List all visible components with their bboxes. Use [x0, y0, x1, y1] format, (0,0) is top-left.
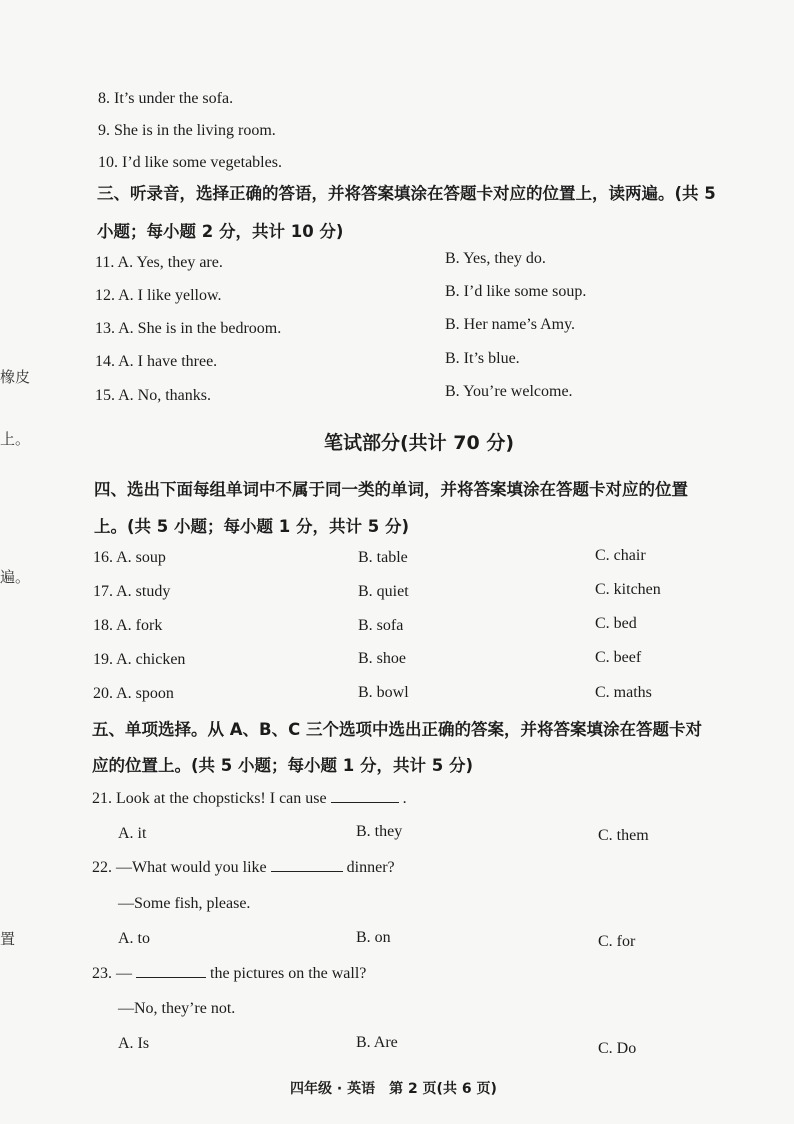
question-option: 18. A. fork: [93, 617, 163, 634]
answer-blank: [136, 976, 206, 978]
margin-fragment: 遍。: [0, 568, 31, 586]
question-option: A. to: [118, 930, 150, 947]
section-heading: 三、听录音，选择正确的答语，并将答案填涂在答题卡对应的位置上，读两遍。(共 5: [97, 184, 716, 203]
question-option: B. Yes, they do.: [445, 250, 546, 267]
question-option: B. Are: [356, 1034, 398, 1051]
question-option: C. beef: [595, 649, 642, 666]
question-stem: 23. — the pictures on the wall?: [92, 965, 367, 982]
question-option: 13. A. She is in the bedroom.: [95, 320, 282, 337]
listening-item: 8. It’s under the sofa.: [98, 90, 234, 107]
question-option: B. You’re welcome.: [445, 383, 573, 400]
page-footer: 四年级 · 英语 第 2 页(共 6 页): [290, 1081, 497, 1097]
question-option: B. they: [356, 823, 403, 840]
question-option: C. maths: [595, 684, 652, 701]
question-option: C. bed: [595, 615, 637, 632]
question-option: 17. A. study: [93, 583, 171, 600]
section-heading: 小题；每小题 2 分，共计 10 分): [97, 222, 344, 241]
question-option: C. Do: [598, 1040, 637, 1057]
question-option: 11. A. Yes, they are.: [95, 254, 223, 271]
question-option: 20. A. spoon: [93, 685, 174, 702]
margin-fragment: 上。: [0, 430, 31, 448]
section-heading: 五、单项选择。从 A、B、C 三个选项中选出正确的答案，并将答案填涂在答题卡对: [92, 720, 702, 739]
answer-blank: [271, 870, 343, 872]
question-stem: 22. —What would you like dinner?: [92, 859, 395, 876]
question-option: B. It’s blue.: [445, 350, 520, 367]
section-heading: 四、选出下面每组单词中不属于同一类的单词，并将答案填涂在答题卡对应的位置: [94, 480, 688, 499]
question-option: C. for: [598, 933, 636, 950]
question-option: B. Her name’s Amy.: [445, 316, 576, 333]
question-option: B. sofa: [358, 617, 404, 634]
section-heading: 应的位置上。(共 5 小题；每小题 1 分，共计 5 分): [92, 756, 473, 775]
question-reply: —Some fish, please.: [118, 895, 251, 912]
question-option: B. I’d like some soup.: [445, 283, 587, 300]
question-option: B. quiet: [358, 583, 409, 600]
question-option: 12. A. I like yellow.: [95, 287, 222, 304]
question-option: B. shoe: [358, 650, 406, 667]
question-option: C. them: [598, 827, 649, 844]
margin-fragment: 橡皮: [0, 368, 31, 386]
question-option: B. bowl: [358, 684, 409, 701]
question-option: 16. A. soup: [93, 549, 166, 566]
question-option: 15. A. No, thanks.: [95, 387, 211, 404]
listening-item: 10. I’d like some vegetables.: [98, 154, 282, 171]
question-option: A. Is: [118, 1035, 150, 1052]
question-reply: —No, they’re not.: [118, 1000, 236, 1017]
listening-item: 9. She is in the living room.: [98, 122, 276, 139]
question-option: B. on: [356, 929, 391, 946]
question-option: C. chair: [595, 547, 646, 564]
question-stem: 21. Look at the chopsticks! I can use .: [92, 790, 407, 807]
question-option: 14. A. I have three.: [95, 353, 218, 370]
written-part-title: 笔试部分(共计 70 分): [324, 432, 515, 454]
answer-blank: [331, 801, 399, 803]
margin-fragment: 置: [0, 930, 16, 948]
question-option: B. table: [358, 549, 408, 566]
question-option: C. kitchen: [595, 581, 661, 598]
question-option: A. it: [118, 825, 147, 842]
question-option: 19. A. chicken: [93, 651, 186, 668]
section-heading: 上。(共 5 小题；每小题 1 分，共计 5 分): [94, 517, 409, 536]
